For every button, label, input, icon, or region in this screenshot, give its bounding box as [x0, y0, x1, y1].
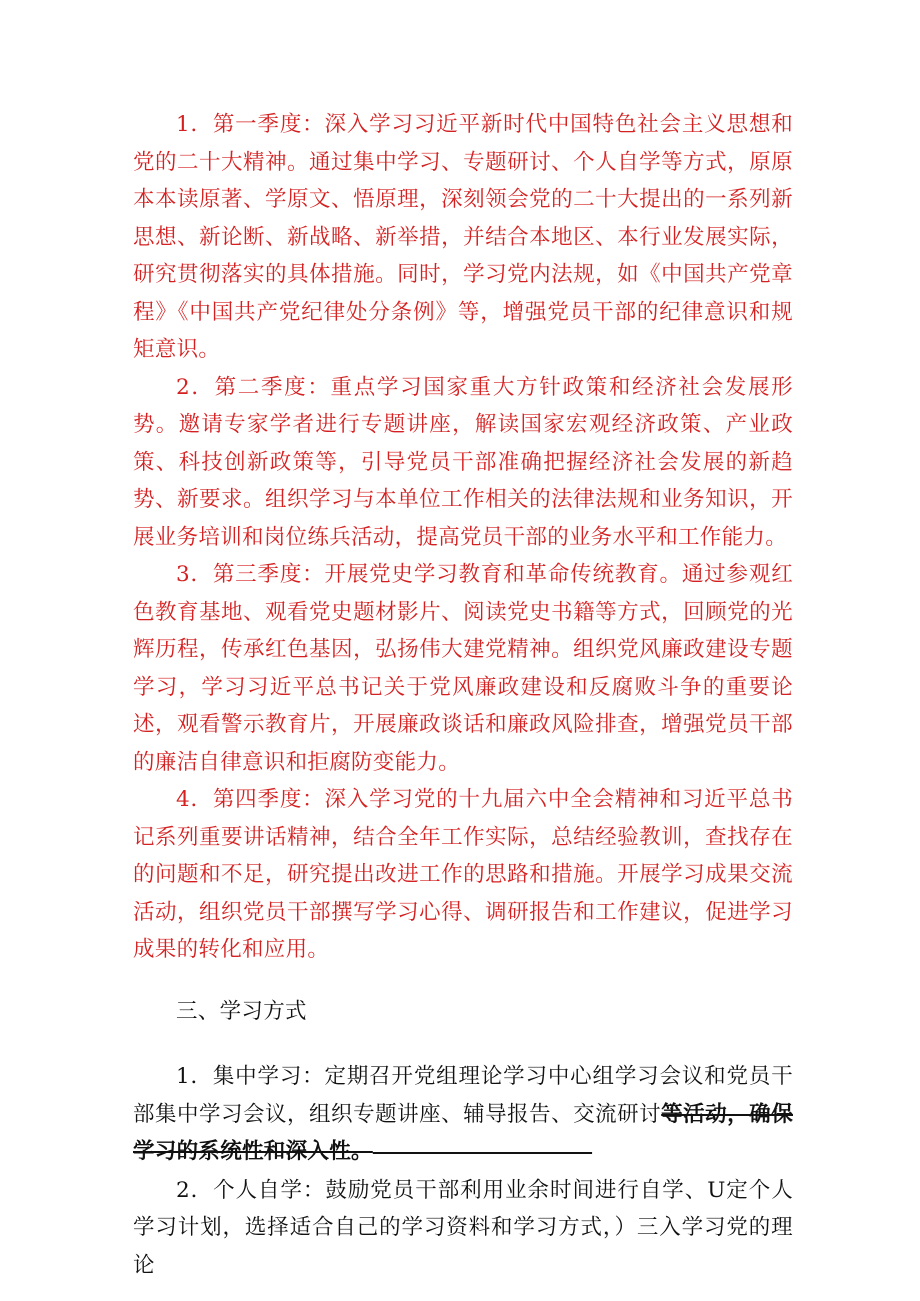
quarter-2-paragraph: 2．第二季度：重点学习国家重大方针政策和经济社会发展形势。邀请专家学者进行专题讲座，解读国家宏观经济政策、产业政策、科技创新政策等，引导党员干部准确把握经济社会发展的新趋势、新要求。组织学习与本单位工作相关的法律法规和业务知识，开展业务培训和岗位练兵活动，提高党员干部的业务水平和工作能力。 [133, 374, 793, 550]
method-1-dashes: -------------------------- [372, 1143, 593, 1162]
method-1-struck-text: 等活动，确保学习的系统性和深入性。 [133, 1101, 793, 1164]
quarter-4-paragraph: 4．第四季度：深入学习党的十九届六中全会精神和习近平总书记系列重要讲话精神，结合全年工作实际，总结经验教训，查找存在的问题和不足，研究提出改进工作的思路和措施。开展学习成果交流活动，组织党员干部撰写学习心得、调研报告和工作建议，促进学习成果的转化和应用。 [133, 787, 793, 962]
section-heading: 三、学习方式 [176, 998, 307, 1024]
quarter-3-paragraph: 3．第三季度：开展党史学习教育和革命传统教育。通过参观红色教育基地、观看党史题材影片、阅读党史书籍等方式，回顾党的光辉历程，传承红色基因，弘扬伟大建党精神。组织党风廉政建设专题学习，学习习近平总书记关于党风廉政建设和反腐败斗争的重要论述，观看警示教育片，开展廉政谈话和廉政风险排查，增强党员干部的廉洁自律意识和拒腐防变能力。 [133, 562, 793, 775]
method-1-text: 1．集中学习：定期召开党组理论学习中心组学习会议和党员干部集中学习会议，组织专题讲座、辅导报告、交流研讨 [133, 1064, 793, 1127]
quarter-1-paragraph: 1．第一季度：深入学习习近平新时代中国特色社会主义思想和党的二十大精神。通过集中学习、专题研讨、个人自学等方式，原原本本读原著、学原文、悟原理，深刻领会党的二十大提出的一系列新思想、新论断、新战略、新举措，并结合本地区、本行业发展实际，研究贯彻落实的具体措施。同时，学习党内法规，如《中国共产党章程》《中国共产党纪律处分条例》等，增强党员干部的纪律意识和规矩意识。 [133, 112, 793, 362]
method-2-paragraph: 2．个人自学：鼓励党员干部利用业余时间进行自学、U定个人学习计划，选择适合自己的学习资料和学习方式，）三入学习党的理论 [133, 1177, 793, 1278]
method-1-paragraph [133, 1058, 793, 1172]
document-page [133, 106, 793, 1284]
